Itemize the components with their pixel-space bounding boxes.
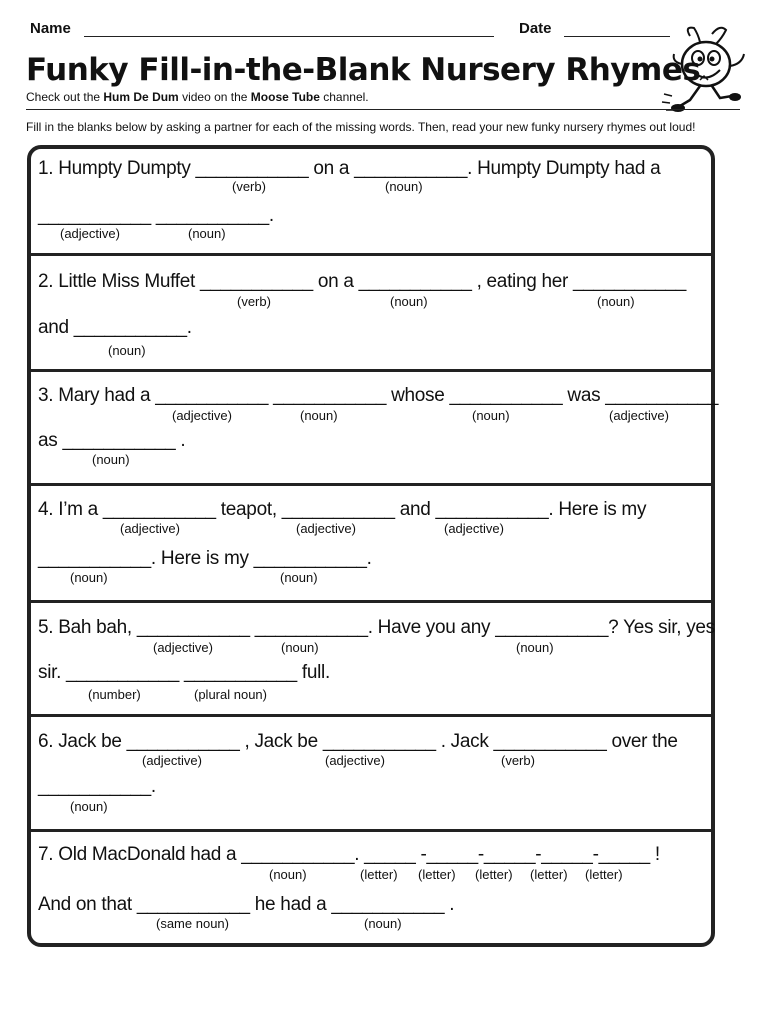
subtitle-mid: video on the <box>178 90 251 104</box>
video-name: Hum De Dum <box>103 90 179 104</box>
blank-label: (noun) <box>385 179 423 194</box>
rhyme-4-line-1[interactable]: 4. I’m a ___________ teapot, ___________ and ___________. Here is my <box>38 499 647 520</box>
blank-label: (noun) <box>70 799 108 814</box>
subtitle <box>26 90 369 104</box>
title-rule <box>26 109 740 110</box>
date-field[interactable] <box>564 36 670 37</box>
blank-label: (noun) <box>188 226 226 241</box>
instructions: Fill in the blanks below by asking a partner for each of the missing words. Then, read your new funky nursery rhymes out loud! <box>26 120 696 134</box>
blank-label: (adjective) <box>609 408 669 423</box>
blank-label: (adjective) <box>444 521 504 536</box>
blank-label: (noun) <box>516 640 554 655</box>
blank-label: (adjective) <box>325 753 385 768</box>
channel-name: Moose Tube <box>250 90 320 104</box>
rhyme-7-line-1[interactable]: 7. Old MacDonald had a ___________. _____ -_____-_____-_____-_____ ! <box>38 844 660 865</box>
rhyme-6-line-1[interactable]: 6. Jack be ___________ , Jack be ___________ . Jack ___________ over the <box>38 731 678 752</box>
blank-label: (noun) <box>269 867 307 882</box>
rhyme-6-line-2[interactable]: ___________. <box>38 776 156 797</box>
blank-label: (verb) <box>237 294 271 309</box>
blank-label: (adjective) <box>296 521 356 536</box>
rhyme-2-line-2[interactable]: and ___________. <box>38 317 192 338</box>
blank-label: (plural noun) <box>194 687 267 702</box>
blank-label: (noun) <box>300 408 338 423</box>
rhyme-4-line-2[interactable]: ___________. Here is my ___________. <box>38 548 372 569</box>
blank-label: (adjective) <box>153 640 213 655</box>
blank-label: (noun) <box>70 570 108 585</box>
blank-label: (noun) <box>108 343 146 358</box>
date-label: Date <box>519 20 552 37</box>
blank-label: (adjective) <box>60 226 120 241</box>
blank-label: (adjective) <box>120 521 180 536</box>
subtitle-pre: Check out the <box>26 90 104 104</box>
section-divider <box>29 369 715 372</box>
rhyme-1-line-2[interactable]: ___________ ___________. <box>38 205 274 226</box>
blank-label: (letter) <box>585 867 623 882</box>
section-divider <box>29 483 715 486</box>
blank-label: (noun) <box>92 452 130 467</box>
blank-label: (noun) <box>281 640 319 655</box>
rhyme-7-line-2[interactable]: And on that ___________ he had a ___________ . <box>38 894 455 915</box>
rhymes-box <box>27 145 715 947</box>
rhyme-5-line-1[interactable]: 5. Bah bah, ___________ ___________. Have you any ___________? Yes sir, yes <box>38 617 715 638</box>
blank-label: (letter) <box>475 867 513 882</box>
blank-label: (number) <box>88 687 141 702</box>
rhyme-1-line-1[interactable]: 1. Humpty Dumpty ___________ on a ___________. Humpty Dumpty had a <box>38 158 661 179</box>
section-divider <box>29 600 715 603</box>
blank-label: (noun) <box>390 294 428 309</box>
blank-label: (verb) <box>501 753 535 768</box>
section-divider <box>29 714 715 717</box>
blank-label: (letter) <box>530 867 568 882</box>
rhyme-3-line-2[interactable]: as ___________ . <box>38 430 186 451</box>
rhyme-5-line-2[interactable]: sir. ___________ ___________ full. <box>38 662 330 683</box>
section-divider <box>29 829 715 832</box>
blank-label: (noun) <box>280 570 318 585</box>
blank-label: (adjective) <box>172 408 232 423</box>
name-label: Name <box>30 20 71 37</box>
rhyme-3-line-1[interactable]: 3. Mary had a ___________ ___________ whose ___________ was ___________ <box>38 385 719 406</box>
blank-label: (noun) <box>597 294 635 309</box>
blank-label: (noun) <box>364 916 402 931</box>
blank-label: (same noun) <box>156 916 229 931</box>
page-title: Funky Fill-in-the-Blank Nursery Rhymes <box>26 52 701 88</box>
name-field[interactable] <box>84 36 494 37</box>
section-divider <box>29 253 715 256</box>
blank-label: (verb) <box>232 179 266 194</box>
blank-label: (adjective) <box>142 753 202 768</box>
subtitle-post: channel. <box>319 90 369 104</box>
rhyme-2-line-1[interactable]: 2. Little Miss Muffet ___________ on a ___________ , eating her ___________ <box>38 271 686 292</box>
blank-label: (letter) <box>360 867 398 882</box>
blank-label: (letter) <box>418 867 456 882</box>
blank-label: (noun) <box>472 408 510 423</box>
